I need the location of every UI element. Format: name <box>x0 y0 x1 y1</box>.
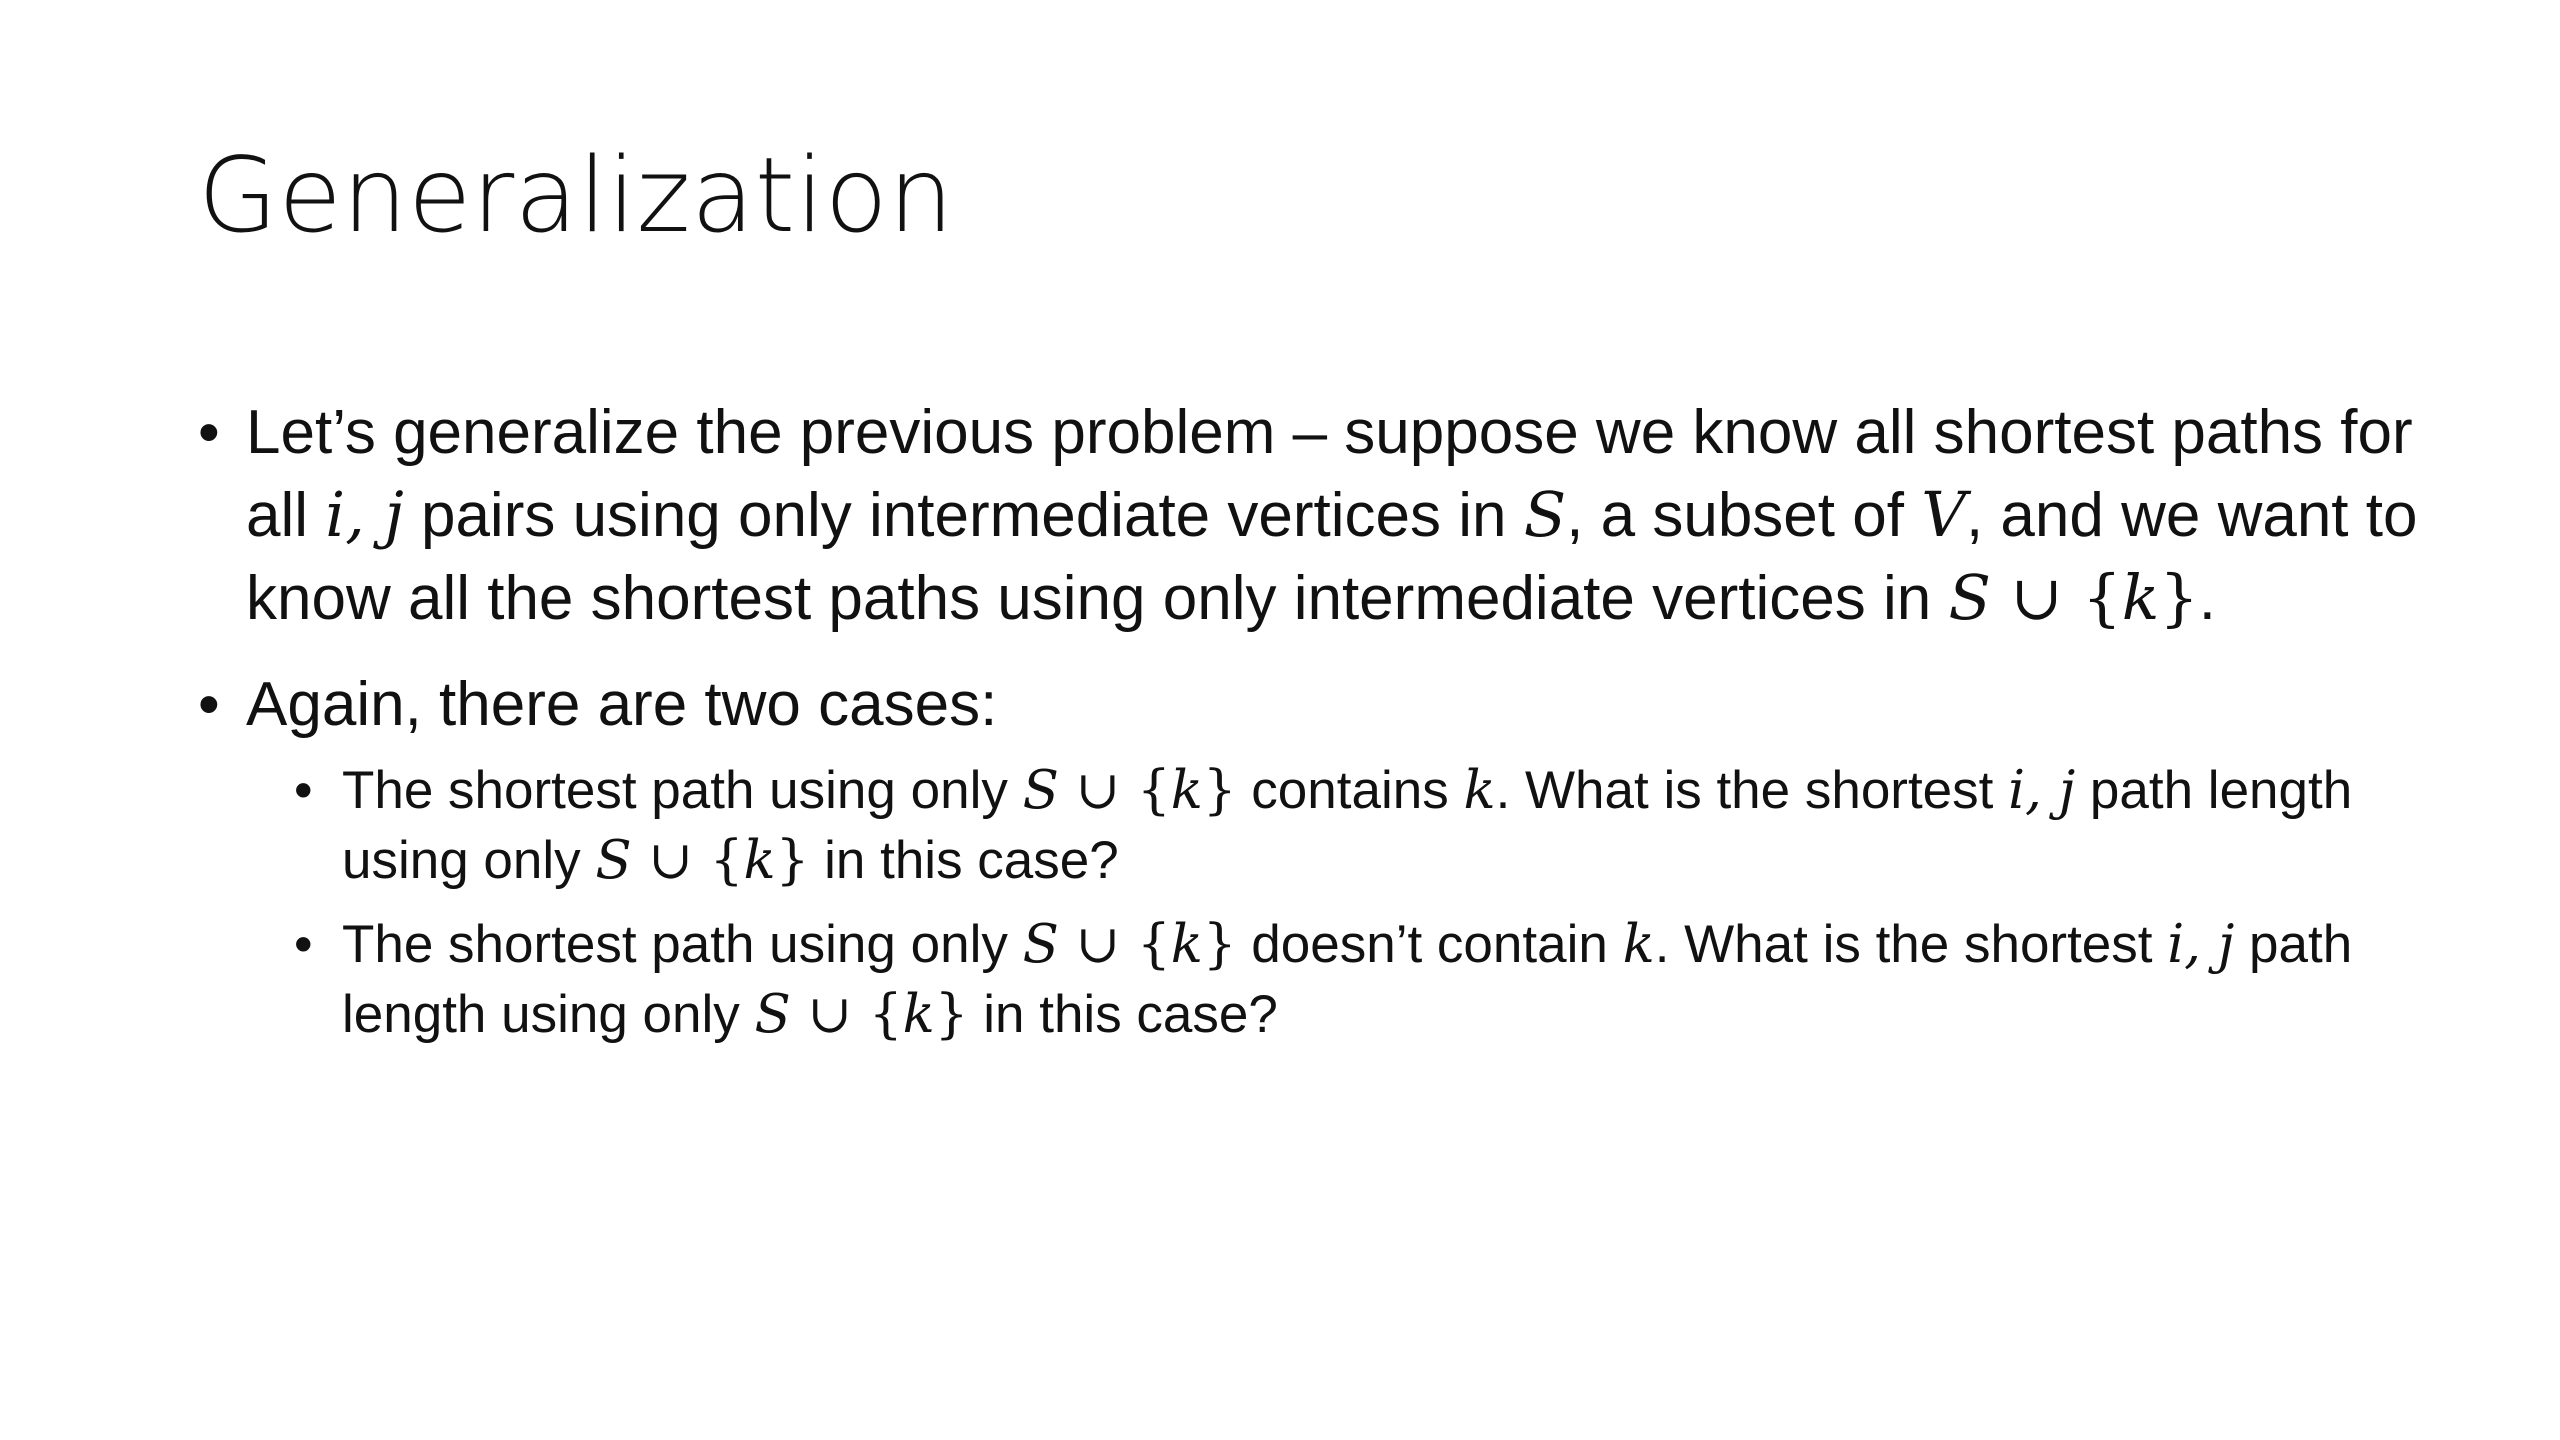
bullet-dot: • <box>294 915 313 974</box>
sub-bullet-text <box>342 915 2352 1044</box>
text-run: in this case? <box>809 831 1119 890</box>
math-symbol: k <box>1622 914 1655 975</box>
math-operator: ∪ { <box>1058 914 1171 975</box>
math-symbol: k <box>1170 760 1203 821</box>
math-symbol: k <box>1463 760 1496 821</box>
sub-bullet-item <box>294 756 2428 896</box>
text-run: . <box>2198 564 2216 633</box>
math-symbol: S <box>1022 760 1059 821</box>
math-symbol: V <box>1921 478 1966 551</box>
math-symbol: k <box>902 984 935 1045</box>
math-operator: ∪ { <box>790 984 903 1045</box>
math-operator: } <box>1202 914 1237 975</box>
text-run: The shortest path using only <box>342 761 1023 820</box>
math-symbol: k <box>743 830 776 891</box>
slide-title: Generalization <box>198 136 955 256</box>
text-run: , and we want to know all the shortest paths using only intermediate vertices in <box>246 481 2418 633</box>
sub-bullet-list <box>246 756 2428 1050</box>
bullet-item <box>198 664 2428 1050</box>
bullet-dot: • <box>198 670 220 739</box>
sub-bullet-text <box>342 761 2352 890</box>
math-operator: } <box>934 984 969 1045</box>
text-run: contains <box>1236 761 1464 820</box>
math-symbol: k <box>2121 561 2160 634</box>
bullet-dot: • <box>198 398 220 467</box>
text-run: . What is the shortest <box>1654 915 2168 974</box>
math-symbol: i, j <box>325 478 404 551</box>
text-run: Let’s generalize the previous problem – suppose we know all shortest paths for all <box>246 398 2413 550</box>
bullet-dot: • <box>294 761 313 820</box>
math-operator: } <box>2159 561 2199 634</box>
math-operator: } <box>1202 760 1237 821</box>
math-symbol: k <box>1170 914 1203 975</box>
math-symbol: S <box>754 984 791 1045</box>
math-symbol: i, j <box>2008 760 2076 821</box>
math-symbol: S <box>1523 478 1567 551</box>
math-operator: ∪ { <box>631 830 744 891</box>
text-run: in this case? <box>968 985 1278 1044</box>
math-symbol: S <box>1948 561 1991 634</box>
math-operator: ∪ { <box>1058 760 1171 821</box>
text-run: doesn’t contain <box>1236 915 1623 974</box>
sub-bullet-item <box>294 910 2428 1050</box>
math-operator: } <box>775 830 810 891</box>
slide-content <box>198 392 2428 1050</box>
math-operator: ∪ { <box>1990 561 2122 634</box>
text-run: path length using only <box>342 761 2353 890</box>
text-run: The shortest path using only <box>342 915 1023 974</box>
text-run: pairs using only intermediate vertices in <box>403 481 1524 550</box>
text-run: path length using only <box>342 915 2353 1044</box>
math-symbol: i, j <box>2167 914 2235 975</box>
math-symbol: S <box>595 830 632 891</box>
bullet-text <box>246 398 2417 633</box>
text-run: Again, there are two cases: <box>246 670 998 739</box>
text-run: . What is the shortest <box>1495 761 2009 820</box>
math-symbol: S <box>1022 914 1059 975</box>
bullet-text <box>246 670 997 739</box>
text-run: , a subset of <box>1566 481 1922 550</box>
bullet-item <box>198 392 2428 640</box>
